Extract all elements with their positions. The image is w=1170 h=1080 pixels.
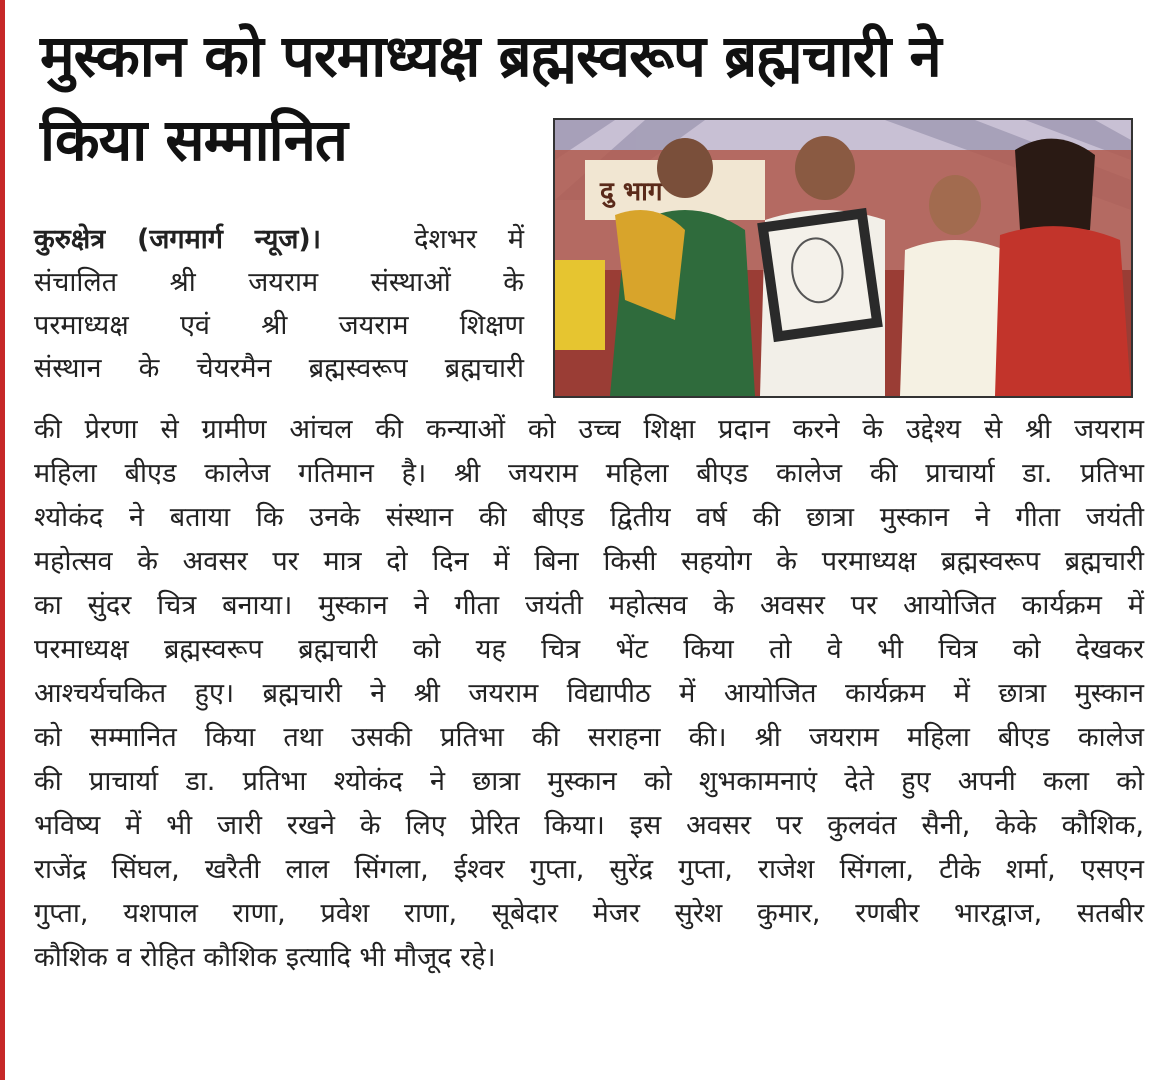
body-line: को सम्मानित किया तथा उसकी प्रतिभा की सराहना की। श्री जयराम महिला बीएड कालेज: [34, 722, 1144, 753]
body-line: की प्राचार्या डा. प्रतिभा श्योकंद ने छात्रा मुस्कान को शुभकामनाएं देते हुए अपनी कला को: [34, 766, 1144, 797]
photo-banner-text: दु भाग: [600, 177, 663, 207]
left-margin-rule: [0, 0, 5, 1080]
intro-line-text: देशभर में: [414, 224, 525, 255]
body-line: भविष्य में भी जारी रखने के लिए प्रेरित किया। इस अवसर पर कुलवंत सैनी, केके कौशिक,: [34, 810, 1144, 841]
headline-line-1: मुस्कान को परमाध्यक्ष ब्रह्मस्वरूप ब्रह्मचारी ने: [40, 22, 941, 90]
dateline: कुरुक्षेत्र (जगमार्ग न्यूज)।: [34, 224, 321, 255]
body-line: आश्चर्यचकित हुए। ब्रह्मचारी ने श्री जयराम विद्यापीठ में आयोजित कार्यक्रम में छात्रा मुस्कान: [34, 678, 1144, 709]
news-photo: [553, 118, 1133, 398]
photo-illustration: [555, 120, 1131, 396]
intro-line: संस्थान के चेयरमैन ब्रह्मस्वरूप ब्रह्मचारी: [34, 353, 524, 384]
article-body: [34, 408, 1144, 980]
body-line: राजेंद्र सिंघल, खरैती लाल सिंगला, ईश्वर गुप्ता, सुरेंद्र गुप्ता, राजेश सिंगला, टीके शर्मा, एसएन: [34, 854, 1144, 885]
body-line: कौशिक व रोहित कौशिक इत्यादि भी मौजूद रहे।: [34, 942, 496, 973]
body-line: महिला बीएड कालेज गतिमान है। श्री जयराम महिला बीएड कालेज की प्राचार्या डा. प्रतिभा: [34, 458, 1144, 489]
intro-line: संचालित श्री जयराम संस्थाओं के: [34, 267, 524, 298]
body-line: महोत्सव के अवसर पर मात्र दो दिन में बिना किसी सहयोग के परमाध्यक्ष ब्रह्मस्वरूप ब्रह्मचारी: [34, 546, 1144, 577]
body-line: परमाध्यक्ष ब्रह्मस्वरूप ब्रह्मचारी को यह चित्र भेंट किया तो वे भी चित्र को देखकर: [34, 634, 1144, 665]
headline-line-2: किया सम्मानित: [40, 106, 347, 174]
body-line: की प्रेरणा से ग्रामीण आंचल की कन्याओं को उच्च शिक्षा प्रदान करने के उद्देश्य से श्री जयराम: [34, 414, 1144, 445]
body-line: श्योकंद ने बताया कि उनके संस्थान की बीएड द्वितीय वर्ष की छात्रा मुस्कान ने गीता जयंती: [34, 502, 1144, 533]
intro-line: परमाध्यक्ष एवं श्री जयराम शिक्षण: [34, 310, 524, 341]
intro-line: [34, 218, 524, 261]
body-line: का सुंदर चित्र बनाया। मुस्कान ने गीता जयंती महोत्सव के अवसर पर आयोजित कार्यक्रम में: [34, 590, 1144, 621]
body-line: गुप्ता, यशपाल राणा, प्रवेश राणा, सूबेदार मेजर सुरेश कुमार, रणबीर भारद्वाज, सतबीर: [34, 898, 1144, 929]
article-intro-column: [34, 218, 524, 390]
